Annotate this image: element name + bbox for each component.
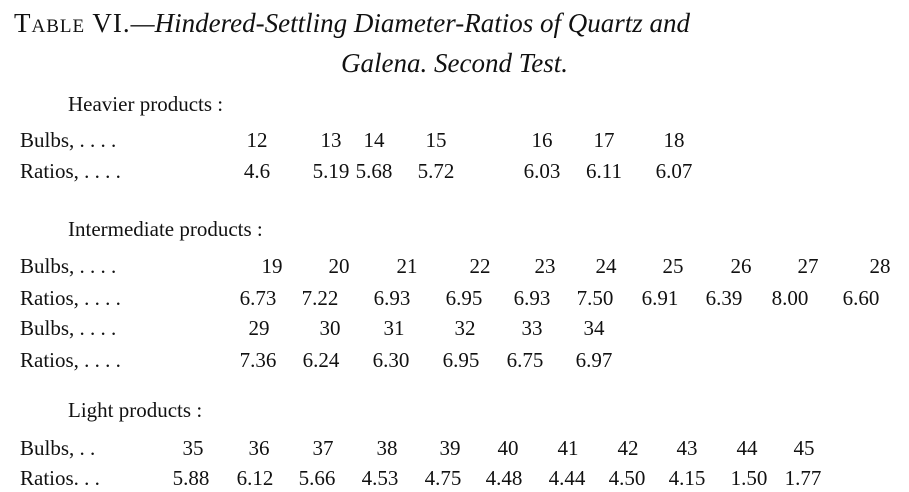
table-cell: 4.75 [424, 466, 462, 490]
table-cell: 26 [730, 254, 752, 278]
table-cell: 6.91 [641, 286, 679, 310]
table-cell: 14 [363, 128, 385, 152]
table-cell: 40 [497, 436, 519, 460]
table-cell: 34 [583, 316, 605, 340]
table-cell: 6.73 [239, 286, 277, 310]
table-cell: 18 [663, 128, 685, 152]
table-cell: 7.22 [301, 286, 339, 310]
table-cell: 31 [383, 316, 405, 340]
row-label: Bulbs, . . . . [20, 316, 117, 340]
table-cell: 29 [248, 316, 270, 340]
table-cell: 13 [320, 128, 342, 152]
table-cell: 6.95 [442, 348, 480, 372]
table-cell: 5.72 [417, 159, 455, 183]
table-caption-line2: Galena. Second Test. [341, 48, 568, 78]
table-cell: 6.93 [513, 286, 551, 310]
table-cell: 7.50 [576, 286, 614, 310]
table-cell: 36 [248, 436, 270, 460]
table-cell: 25 [662, 254, 684, 278]
table-cell: 28 [869, 254, 891, 278]
table-cell: 4.6 [243, 159, 271, 183]
table-cell: 30 [319, 316, 341, 340]
table-cell: 21 [396, 254, 418, 278]
row-label: Bulbs, . . . . [20, 128, 117, 152]
table-cell: 37 [312, 436, 334, 460]
table-cell: 45 [793, 436, 815, 460]
table-number: Table VI. [14, 8, 131, 38]
table-cell: 6.93 [373, 286, 411, 310]
table-cell: 6.75 [506, 348, 544, 372]
table-cell: 5.66 [298, 466, 336, 490]
table-cell: 7.36 [239, 348, 277, 372]
table-cell: 39 [439, 436, 461, 460]
table-caption-line1: —Hindered-Settling Diameter-Ratios of Quartz and [130, 8, 691, 38]
table-caption [14, 6, 904, 40]
table-row [0, 126, 909, 154]
section-heading-light: Light products : [68, 398, 203, 422]
row-label: Bulbs, . . [20, 436, 96, 460]
table-cell: 32 [454, 316, 476, 340]
row-label: Ratios, . . . . [20, 286, 121, 310]
table-cell: 5.88 [172, 466, 210, 490]
table-cell: 6.03 [523, 159, 561, 183]
section-heading-intermediate: Intermediate products : [68, 217, 263, 241]
table-cell: 19 [261, 254, 283, 278]
table-row [0, 314, 909, 342]
table-cell: 23 [534, 254, 556, 278]
row-label: Bulbs, . . . . [20, 254, 117, 278]
table-cell: 41 [557, 436, 579, 460]
table-cell: 6.60 [842, 286, 880, 310]
table-cell: 5.19 [312, 159, 350, 183]
table-row [0, 252, 909, 280]
table-cell: 4.15 [668, 466, 706, 490]
table-row [0, 157, 909, 185]
table-cell: 8.00 [771, 286, 809, 310]
table-cell: 6.95 [445, 286, 483, 310]
table-cell: 6.07 [655, 159, 693, 183]
table-cell: 24 [595, 254, 617, 278]
table-cell: 6.97 [575, 348, 613, 372]
table-cell: 5.68 [355, 159, 393, 183]
table-cell: 6.11 [586, 159, 622, 183]
table-row [0, 346, 909, 374]
table-cell: 42 [617, 436, 639, 460]
section-heading-heavier: Heavier products : [68, 92, 224, 116]
table-cell: 12 [246, 128, 268, 152]
table-cell: 4.53 [361, 466, 399, 490]
table-cell: 6.24 [302, 348, 340, 372]
table-cell: 33 [521, 316, 543, 340]
table-row [0, 434, 909, 462]
table-cell: 1.50 [730, 466, 768, 490]
table-cell: 35 [182, 436, 204, 460]
table-cell: 6.12 [236, 466, 274, 490]
table-cell: 17 [593, 128, 615, 152]
row-label: Ratios. . . [20, 466, 100, 490]
table-cell: 6.30 [372, 348, 410, 372]
table-cell: 4.48 [485, 466, 523, 490]
table-cell: 1.77 [784, 466, 822, 490]
table-cell: 38 [376, 436, 398, 460]
row-label: Ratios, . . . . [20, 159, 121, 183]
table-cell: 27 [797, 254, 819, 278]
table-cell: 4.50 [608, 466, 646, 490]
table-row [0, 284, 909, 312]
table-cell: 20 [328, 254, 350, 278]
table-cell: 15 [425, 128, 447, 152]
row-label: Ratios, . . . . [20, 348, 121, 372]
table-cell: 44 [736, 436, 758, 460]
table-cell: 43 [676, 436, 698, 460]
table-cell: 16 [531, 128, 553, 152]
table-cell: 22 [469, 254, 491, 278]
table-cell: 6.39 [705, 286, 743, 310]
table-cell: 4.44 [548, 466, 586, 490]
